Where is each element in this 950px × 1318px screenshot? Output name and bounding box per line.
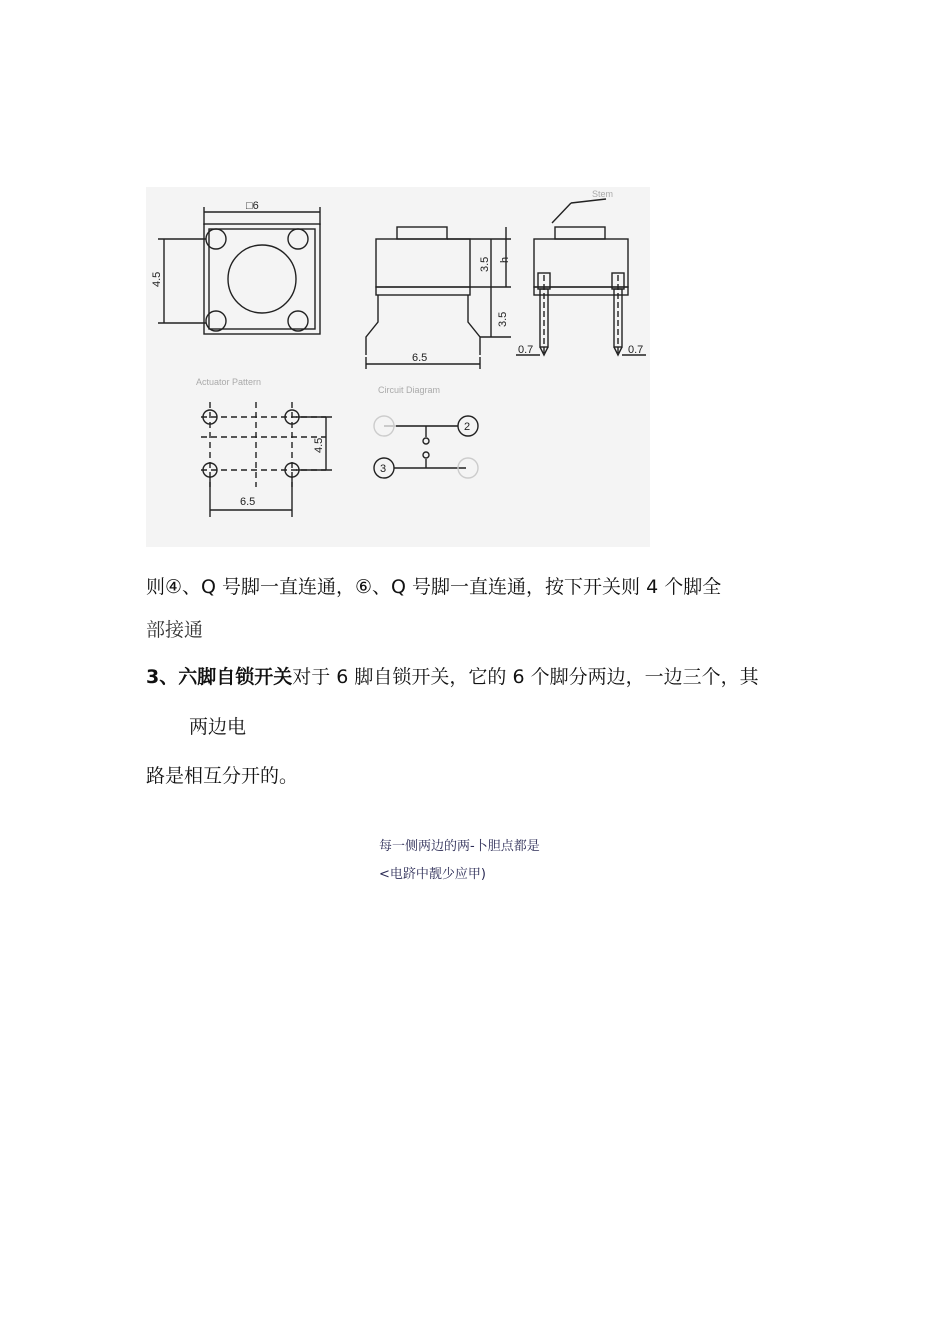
schematic	[374, 416, 478, 478]
schematic-pin-b: 3	[380, 463, 387, 475]
side-pin-right: 0.7	[628, 344, 644, 356]
section-body: 对于 6 脚自锁开关，它的 6 个脚分两边，一边三个，其	[292, 666, 759, 688]
schematic-pin-a: 2	[464, 421, 471, 433]
pcb-height-label: 4.5	[313, 437, 325, 453]
top-view	[158, 207, 320, 334]
front-dim-lower: 3.5	[497, 311, 509, 327]
paragraph-circuit-separate: 路是相互分开的。	[146, 765, 299, 787]
paragraph-pin-connection-cut: 部接通	[146, 619, 204, 641]
section-heading: 3、六脚自锁开关	[146, 666, 293, 688]
pcb-layout	[201, 402, 332, 517]
front-dim-width: 6.5	[412, 352, 428, 364]
paragraph-six-pin-switch	[146, 665, 759, 689]
front-view	[366, 227, 511, 369]
svg-text:Circuit Diagram: Circuit Diagram	[378, 385, 441, 395]
switch-dimension-drawing	[146, 187, 650, 547]
side-view	[516, 199, 646, 355]
paragraph-continuation: 两边电	[189, 716, 247, 738]
svg-text:Actuator Pattern: Actuator Pattern	[196, 377, 262, 387]
top-width-label: □6	[246, 200, 259, 212]
pcb-width-label: 6.5	[240, 496, 256, 508]
side-pin-left: 0.7	[518, 344, 534, 356]
top-height-label: 4.5	[151, 271, 163, 287]
caption-line-1: 每一侧两边的两-卜胆点都是	[379, 839, 540, 854]
caption-line-2: <电跻中靓少应甲)	[379, 867, 486, 882]
front-dim-top: 3.5	[479, 256, 491, 272]
paragraph-pin-connection: 则④、Q 号脚一直连通，⑥、Q 号脚一直连通，按下开关则 4 个脚全	[146, 576, 722, 598]
svg-text:Stem: Stem	[592, 189, 614, 199]
front-dim-h: h	[499, 256, 511, 263]
